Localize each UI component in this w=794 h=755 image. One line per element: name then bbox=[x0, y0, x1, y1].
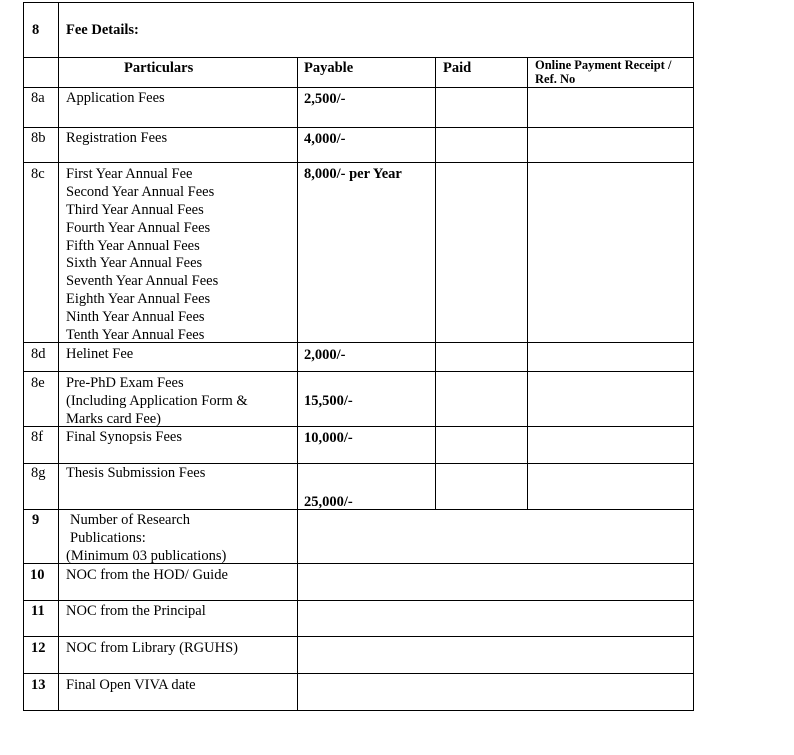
fee-id: 8b bbox=[31, 130, 46, 146]
rule bbox=[23, 710, 694, 711]
rule bbox=[58, 2, 59, 711]
rule bbox=[23, 673, 694, 674]
rule bbox=[23, 127, 694, 128]
fee-label: Ninth Year Annual Fees bbox=[66, 309, 205, 325]
item-id: 10 bbox=[30, 567, 45, 583]
fee-label: Helinet Fee bbox=[66, 346, 134, 362]
fee-label: Application Fees bbox=[66, 90, 165, 106]
fee-payable: 4,000/- bbox=[304, 131, 346, 147]
fee-id: 8f bbox=[31, 429, 44, 445]
item-label: Number of Research bbox=[70, 512, 190, 528]
item-id: 13 bbox=[31, 677, 46, 693]
fee-label: Fourth Year Annual Fees bbox=[66, 220, 211, 236]
item-label: NOC from the Principal bbox=[66, 603, 206, 619]
rule bbox=[435, 57, 436, 510]
fee-payable: 25,000/- bbox=[304, 494, 353, 510]
rule bbox=[23, 636, 694, 637]
rule bbox=[23, 509, 694, 510]
rule bbox=[23, 87, 694, 88]
section-number: 8 bbox=[32, 22, 40, 38]
fee-payable: 8,000/- per Year bbox=[304, 166, 402, 182]
fee-id: 8a bbox=[31, 90, 45, 106]
fee-label: Second Year Annual Fees bbox=[66, 184, 215, 200]
fee-id: 8d bbox=[31, 346, 46, 362]
item-label: (Minimum 03 publications) bbox=[66, 548, 227, 564]
rule bbox=[23, 2, 694, 3]
section-title: Fee Details: bbox=[66, 22, 139, 38]
header-paid: Paid bbox=[443, 60, 472, 76]
header-particulars: Particulars bbox=[124, 60, 194, 76]
fee-id: 8e bbox=[31, 375, 45, 391]
item-id: 12 bbox=[31, 640, 46, 656]
rule bbox=[23, 2, 24, 711]
rule bbox=[527, 57, 528, 510]
fee-label: Registration Fees bbox=[66, 130, 168, 146]
fee-label: Tenth Year Annual Fees bbox=[66, 327, 205, 343]
item-label: NOC from Library (RGUHS) bbox=[66, 640, 238, 656]
fee-label: Final Synopsis Fees bbox=[66, 429, 183, 445]
item-label: Publications: bbox=[70, 530, 146, 546]
rule bbox=[23, 371, 694, 372]
fee-payable: 2,500/- bbox=[304, 91, 346, 107]
item-label: NOC from the HOD/ Guide bbox=[66, 567, 228, 583]
rule bbox=[23, 600, 694, 601]
fee-payable: 15,500/- bbox=[304, 393, 353, 409]
fee-label: Third Year Annual Fees bbox=[66, 202, 204, 218]
fee-label: First Year Annual Fee bbox=[66, 166, 193, 182]
fee-label: Eighth Year Annual Fees bbox=[66, 291, 211, 307]
fee-payable: 10,000/- bbox=[304, 430, 353, 446]
rule bbox=[23, 162, 694, 163]
rule bbox=[297, 57, 298, 711]
fee-id: 8c bbox=[31, 166, 45, 182]
header-receipt: Online Payment Receipt / bbox=[535, 58, 672, 72]
item-label: Final Open VIVA date bbox=[66, 677, 196, 693]
fee-label: Fifth Year Annual Fees bbox=[66, 238, 200, 254]
fee-label: Pre-PhD Exam Fees bbox=[66, 375, 184, 391]
rule bbox=[693, 2, 694, 711]
fee-label: (Including Application Form & bbox=[66, 393, 248, 409]
header-payable: Payable bbox=[304, 60, 354, 76]
fee-label: Seventh Year Annual Fees bbox=[66, 273, 219, 289]
item-id: 9 bbox=[32, 512, 40, 528]
item-id: 11 bbox=[31, 603, 45, 619]
fee-label: Marks card Fee) bbox=[66, 411, 162, 427]
fee-payable: 2,000/- bbox=[304, 347, 346, 363]
header-receipt: Ref. No bbox=[535, 72, 576, 86]
fee-label: Sixth Year Annual Fees bbox=[66, 255, 203, 271]
fee-id: 8g bbox=[31, 465, 46, 481]
fee-label: Thesis Submission Fees bbox=[66, 465, 206, 481]
